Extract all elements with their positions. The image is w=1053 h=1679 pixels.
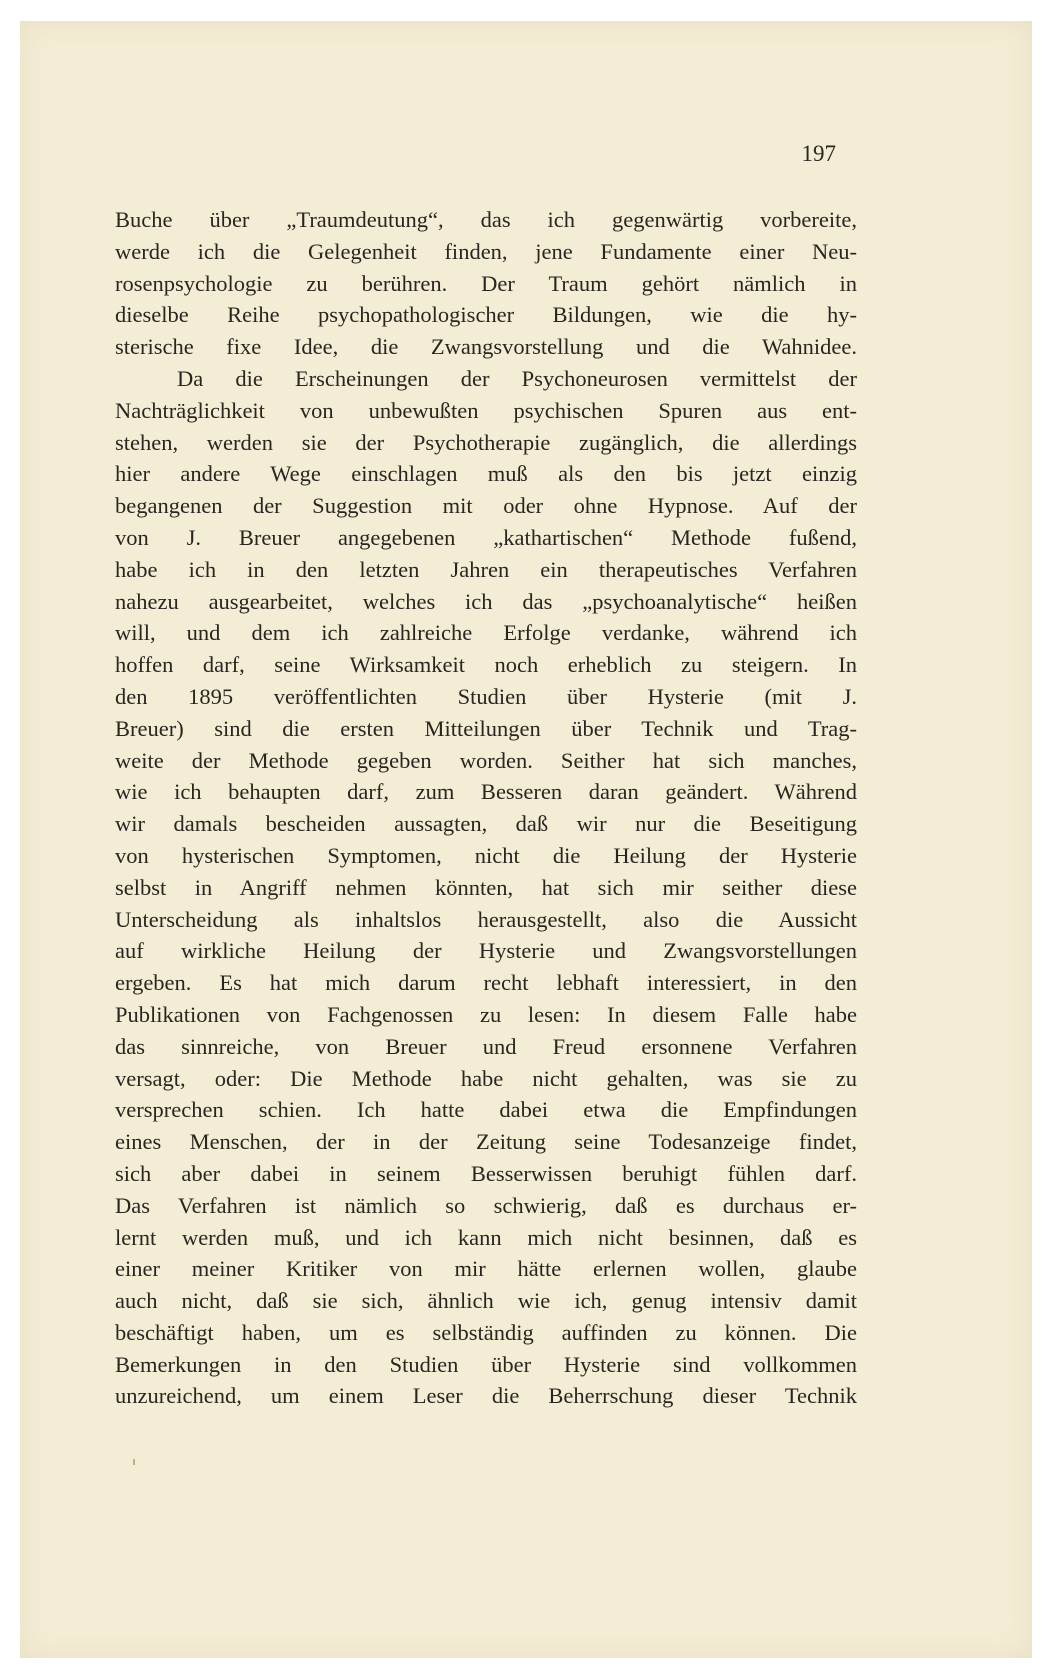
- page-number: 197: [801, 141, 836, 166]
- text-line: unzureichend, um einem Leser die Beherrschung dieser Technik: [115, 1383, 857, 1409]
- text-line: werde ich die Gelegenheit finden, jene Fundamente einer Neu-: [115, 238, 857, 264]
- book-page: [20, 21, 1032, 1658]
- text-line: von hysterischen Symptomen, nicht die Heilung der Hysterie: [115, 842, 857, 868]
- text-line: habe ich in den letzten Jahren ein therapeutisches Verfahren: [115, 556, 857, 582]
- text-line: dieselbe Reihe psychopathologischer Bildungen, wie die hy-: [115, 302, 857, 328]
- text-line: versprechen schien. Ich hatte dabei etwa die Empfindungen: [115, 1097, 857, 1123]
- text-line: selbst in Angriff nehmen könnten, hat sich mir seither diese: [115, 874, 857, 900]
- text-line: stehen, werden sie der Psychotherapie zugänglich, die allerdings: [115, 429, 857, 455]
- body-text: [115, 204, 857, 1412]
- text-line: will, und dem ich zahlreiche Erfolge verdanke, während ich: [115, 620, 857, 646]
- text-line: sterische fixe Idee, die Zwangsvorstellung und die Wahnidee.: [115, 334, 857, 360]
- text-line: beschäftigt haben, um es selbständig auffinden zu können. Die: [115, 1319, 857, 1345]
- text-line: Buche über „Traumdeutung“, das ich gegenwärtig vorbereite,: [115, 207, 857, 232]
- text-line: Nachträglichkeit von unbewußten psychischen Spuren aus ent-: [115, 397, 857, 423]
- text-line: Unterscheidung als inhaltslos herausgestellt, also die Aussicht: [115, 906, 857, 932]
- text-line: wir damals bescheiden aussagten, daß wir nur die Beseitigung: [115, 811, 857, 837]
- text-line: Bemerkungen in den Studien über Hysterie sind vollkommen: [115, 1351, 857, 1377]
- text-line: wie ich behaupten darf, zum Besseren daran geändert. Während: [115, 779, 857, 805]
- text-line: von J. Breuer angegebenen „kathartischen“ Methode fußend,: [115, 524, 857, 550]
- text-line: Da die Erscheinungen der Psychoneurosen vermittelst der: [177, 365, 857, 391]
- text-line: weite der Methode gegeben worden. Seither hat sich manches,: [115, 747, 857, 773]
- text-line: Breuer) sind die ersten Mitteilungen über Technik und Trag-: [115, 715, 857, 741]
- text-line: Das Verfahren ist nämlich so schwierig, daß es durchaus er-: [115, 1192, 857, 1218]
- text-line: auch nicht, daß sie sich, ähnlich wie ich, genug intensiv damit: [115, 1288, 857, 1314]
- text-line: eines Menschen, der in der Zeitung seine Todesanzeige findet,: [115, 1129, 857, 1155]
- text-line: einer meiner Kritiker von mir hätte erlernen wollen, glaube: [115, 1256, 857, 1282]
- scan-speck: [133, 1459, 135, 1465]
- text-line: auf wirkliche Heilung der Hysterie und Zwangsvorstellungen: [115, 938, 857, 964]
- text-line: hier andere Wege einschlagen muß als den bis jetzt einzig: [115, 461, 857, 487]
- text-line: nahezu ausgearbeitet, welches ich das „psychoanalytische“ heißen: [115, 588, 857, 614]
- text-line: versagt, oder: Die Methode habe nicht gehalten, was sie zu: [115, 1065, 857, 1091]
- text-line: begangenen der Suggestion mit oder ohne Hypnose. Auf der: [115, 493, 857, 519]
- text-line: das sinnreiche, von Breuer und Freud ersonnene Verfahren: [115, 1033, 857, 1059]
- text-line: rosenpsychologie zu berühren. Der Traum gehört nämlich in: [115, 270, 857, 296]
- text-line: ergeben. Es hat mich darum recht lebhaft interessiert, in den: [115, 970, 857, 996]
- text-line: sich aber dabei in seinem Besserwissen beruhigt fühlen darf.: [115, 1160, 857, 1186]
- text-line: lernt werden muß, und ich kann mich nicht besinnen, daß es: [115, 1224, 857, 1250]
- text-line: Publikationen von Fachgenossen zu lesen: In diesem Falle habe: [115, 1001, 857, 1027]
- text-line: den 1895 veröffentlichten Studien über Hysterie (mit J.: [115, 683, 857, 709]
- text-line: hoffen darf, seine Wirksamkeit noch erheblich zu steigern. In: [115, 652, 857, 678]
